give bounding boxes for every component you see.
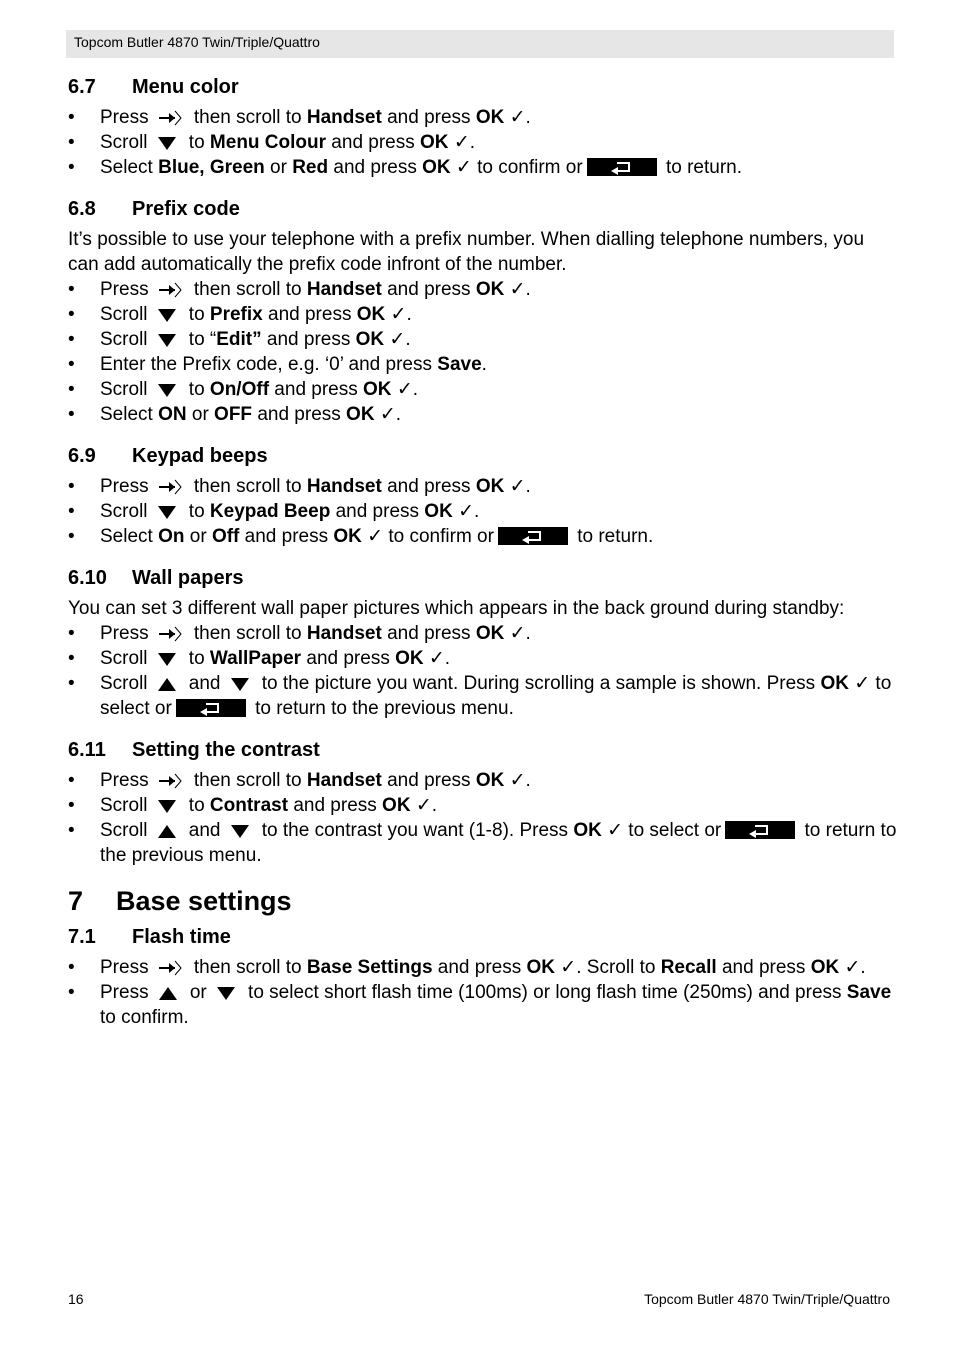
list-item: • Press then scroll to Handset and press OK ✓. — [68, 107, 531, 128]
check-icon: ✓ — [509, 623, 526, 644]
check-icon: ✓ — [509, 107, 526, 128]
page-number: 16 — [68, 1291, 84, 1307]
section-6-8-steps — [68, 277, 898, 427]
scroll-down-icon — [156, 331, 178, 349]
section-7-1-steps — [68, 955, 898, 1030]
back-key-icon — [498, 527, 568, 545]
list-item: • Press then scroll to Base Settings and press OK ✓. Scroll to Recall and press OK ✓. — [68, 957, 866, 978]
list-item: • Press or to select short flash time (100ms) or long flash time (250ms) and press Save to confirm. — [68, 982, 892, 1028]
bullet: • — [68, 107, 75, 128]
list-item: • Press then scroll to Handset and press OK ✓. — [68, 476, 531, 497]
section-6-10-steps — [68, 621, 898, 721]
section-6-7-steps — [68, 105, 898, 180]
list-item: • Scroll and to the picture you want. During scrolling a sample is shown. Press OK ✓ to select or to return to the previous menu. — [68, 673, 892, 719]
section-6-11-steps — [68, 768, 898, 868]
section-6-7-heading: 6.7 Menu color — [68, 76, 239, 98]
running-header — [66, 30, 894, 58]
scroll-down-icon — [156, 134, 178, 152]
scroll-down-icon — [156, 650, 178, 668]
check-icon: ✓ — [455, 157, 472, 178]
check-icon: ✓ — [428, 648, 445, 669]
scroll-down-icon — [215, 984, 237, 1002]
list-item: • Scroll to Prefix and press OK ✓. — [68, 304, 412, 325]
list-item: • Scroll to Menu Colour and press OK ✓. — [68, 132, 476, 153]
menu-arrow-icon — [157, 279, 185, 301]
list-item: • Scroll to WallPaper and press OK ✓. — [68, 648, 451, 669]
check-icon: ✓ — [458, 501, 474, 522]
check-icon: ✓ — [607, 820, 624, 841]
scroll-down-icon — [156, 503, 178, 521]
section-6-11-heading: 6.11 Setting the contrast — [68, 739, 320, 761]
check-icon: ✓ — [396, 379, 413, 400]
scroll-down-icon — [156, 381, 178, 399]
list-item: • Select ON or OFF and press OK ✓. — [68, 404, 402, 425]
section-6-8-paragraph: It’s possible to use your telephone with a prefix number. When dialling telephone numbers, you can add automatically the prefix code infront of the number. — [68, 229, 865, 275]
list-item: • Press then scroll to Handset and press OK ✓. — [68, 770, 531, 791]
check-icon: ✓ — [854, 673, 871, 694]
scroll-down-icon — [156, 797, 178, 815]
scroll-down-icon — [229, 822, 251, 840]
scroll-up-icon — [157, 984, 179, 1002]
section-7-1-heading: 7.1 Flash time — [68, 926, 231, 948]
menu-arrow-icon — [157, 107, 185, 129]
check-icon: ✓ — [367, 526, 384, 547]
scroll-down-icon — [156, 306, 178, 324]
list-item: • Scroll to Keypad Beep and press OK ✓. — [68, 501, 480, 522]
header-title: Topcom Butler 4870 Twin/Triple/Quattro — [74, 34, 320, 50]
check-icon: ✓ — [509, 279, 526, 300]
list-item: • Press then scroll to Handset and press OK ✓. — [68, 279, 531, 300]
menu-arrow-icon — [157, 770, 185, 792]
section-6-10-heading: 6.10 Wall papers — [68, 567, 244, 589]
list-item: • Scroll to “Edit” and press OK ✓. — [68, 329, 411, 350]
check-icon: ✓ — [379, 404, 396, 425]
footer-title: Topcom Butler 4870 Twin/Triple/Quattro — [644, 1291, 890, 1307]
section-6-9-heading: 6.9 Keypad beeps — [68, 445, 268, 467]
check-icon: ✓ — [415, 795, 432, 816]
menu-arrow-icon — [157, 476, 185, 498]
section-6-9-steps — [68, 474, 898, 549]
check-icon: ✓ — [509, 476, 526, 497]
menu-arrow-icon — [157, 957, 185, 979]
list-item: • Enter the Prefix code, e.g. ‘0’ and press Save. — [68, 354, 487, 375]
check-icon: ✓ — [453, 132, 470, 153]
back-key-icon — [587, 158, 657, 176]
check-icon: ✓ — [844, 957, 861, 978]
check-icon: ✓ — [389, 329, 406, 350]
section-6-8-heading: 6.8 Prefix code — [68, 198, 240, 220]
check-icon: ✓ — [560, 957, 577, 978]
list-item: • Scroll to Contrast and press OK ✓. — [68, 795, 438, 816]
scroll-down-icon — [229, 675, 251, 693]
list-item: • Select Blue, Green or Red and press OK ✓ to confirm or to return. — [68, 157, 743, 178]
list-item: • Scroll to On/Off and press OK ✓. — [68, 379, 419, 400]
back-key-icon — [725, 821, 795, 839]
check-icon: ✓ — [509, 770, 526, 791]
scroll-up-icon — [156, 822, 178, 840]
scroll-up-icon — [156, 675, 178, 693]
chapter-7-heading: 7 Base settings — [68, 886, 292, 916]
menu-arrow-icon — [157, 623, 185, 645]
list-item: • Scroll and to the contrast you want (1-8). Press OK ✓ to select or to return to the previous menu. — [68, 820, 897, 866]
back-key-icon — [176, 699, 246, 717]
section-6-10-paragraph: You can set 3 different wall paper pictures which appears in the back ground during standby: — [68, 598, 845, 619]
page-content — [68, 70, 898, 1030]
check-icon: ✓ — [390, 304, 407, 325]
list-item: • Press then scroll to Handset and press OK ✓. — [68, 623, 531, 644]
list-item: • Select On or Off and press OK ✓ to confirm or to return. — [68, 526, 654, 547]
